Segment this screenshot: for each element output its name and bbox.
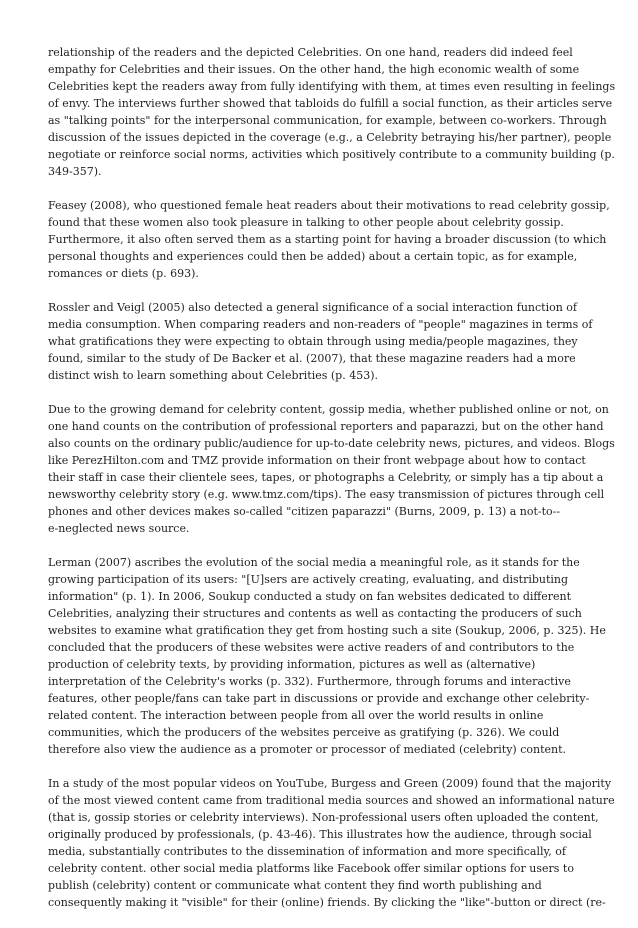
- text-line: what gratifications they were expecting to obtain through using media/people magazines, they: [48, 335, 578, 348]
- text-line: Due to the growing demand for celebrity content, gossip media, whether published online or not, on: [48, 403, 609, 416]
- text-line: In a study of the most popular videos on YouTube, Burgess and Green (2009) found that the majority: [48, 777, 612, 790]
- text-line: information" (p. 1). In 2006, Soukup conducted a study on fan websites dedicated to different: [48, 590, 571, 603]
- body-text: [48, 44, 616, 928]
- text-line: Rossler and Veigl (2005) also detected a general significance of a social interaction function of: [48, 301, 577, 314]
- paragraph: [48, 299, 593, 384]
- text-line: 349-357).: [48, 165, 102, 178]
- text-line: found, similar to the study of De Backer et al. (2007), that these magazine readers had a more: [48, 352, 576, 365]
- text-line: related content. The interaction between people from all over the world results in online: [48, 709, 544, 722]
- text-line: media, substantially contributes to the dissemination of information and more specifically, of: [48, 845, 566, 858]
- text-line: therefore also view the audience as a promoter or processor of mediated (celebrity) content.: [48, 743, 567, 756]
- text-line: personal thoughts and experiences could then be added) about a certain topic, as for example,: [48, 250, 578, 263]
- paragraph: [48, 401, 615, 537]
- text-line: also counts on the ordinary public/audience for up-to-date celebrity news, pictures, and videos. Blogs: [48, 437, 615, 450]
- text-line: their staff in case their clientele sees, tapes, or photographs a Celebrity, or simply has a tip about a: [48, 471, 604, 484]
- text-line: (that is, gossip stories or celebrity interviews). Non-professional users often uploaded the content,: [48, 811, 599, 824]
- text-line: websites to examine what gratification they get from hosting such a site (Soukup, 2006, p. 325). He: [48, 624, 606, 637]
- text-line: Feasey (2008), who questioned female heat readers about their motivations to read celebrity gossip,: [48, 199, 610, 212]
- text-line: concluded that the producers of these websites were active readers of and contributors to the: [48, 641, 575, 654]
- paragraph: [48, 44, 616, 180]
- text-line: of the most viewed content came from traditional media sources and showed an informational nature: [48, 794, 615, 807]
- text-line: celebrity content. other social media platforms like Facebook offer similar options for users to: [48, 862, 574, 875]
- text-line: relationship of the readers and the depicted Celebrities. On one hand, readers did indeed feel: [48, 46, 573, 59]
- text-line: communities, which the producers of the websites perceive as gratifying (p. 326). We could: [48, 726, 560, 739]
- text-line: one hand counts on the contribution of professional reporters and paparazzi, but on the other hand: [48, 420, 604, 433]
- text-line: romances or diets (p. 693).: [48, 267, 199, 280]
- text-line: interpretation of the Celebrity's works (p. 332). Furthermore, through forums and interactive: [48, 675, 571, 688]
- text-line: Celebrities kept the readers away from fully identifying with them, at times even resulting in feelings: [48, 80, 616, 93]
- text-line: found that these women also took pleasure in talking to other people about celebrity gossip.: [48, 216, 564, 229]
- text-line: Celebrities, analyzing their structures and contents as well as contacting the producers of such: [48, 607, 582, 620]
- text-line: phones and other devices makes so-called "citizen paparazzi" (Burns, 2009, p. 13) a not-to--: [48, 505, 561, 518]
- text-line: Lerman (2007) ascribes the evolution of the social media a meaningful role, as it stands for the: [48, 556, 580, 569]
- text-line: Furthermore, it also often served them as a starting point for having a broader discussion (to which: [48, 233, 607, 246]
- text-line: of envy. The interviews further showed that tabloids do fulfill a social function, as their articles serve: [48, 97, 613, 110]
- text-line: negotiate or reinforce social norms, activities which positively contribute to a community building (p.: [48, 148, 615, 161]
- text-line: discussion of the issues depicted in the coverage (e.g., a Celebrity betraying his/her partner), people: [48, 131, 612, 144]
- paragraph: [48, 775, 615, 911]
- paragraph: [48, 554, 606, 758]
- text-line: growing participation of its users: "[U]sers are actively creating, evaluating, and distributing: [48, 573, 569, 586]
- text-line: media consumption. When comparing readers and non-readers of "people" magazines in terms of: [48, 318, 593, 331]
- paragraph: [48, 197, 610, 282]
- text-line: newsworthy celebrity story (e.g. www.tmz.com/tips). The easy transmission of pictures through cell: [48, 488, 605, 501]
- text-line: empathy for Celebrities and their issues. On the other hand, the high economic wealth of some: [48, 63, 580, 76]
- text-line: publish (celebrity) content or communicate what content they find worth publishing and: [48, 879, 542, 892]
- text-line: like PerezHilton.com and TMZ provide information on their front webpage about how to contact: [48, 454, 586, 467]
- text-line: distinct wish to learn something about Celebrities (p. 453).: [48, 369, 378, 382]
- text-line: consequently making it "visible" for their (online) friends. By clicking the "like"-button or direct (re-: [48, 896, 606, 909]
- text-line: as "talking points" for the interpersonal communication, for example, between co-workers. Through: [48, 114, 607, 127]
- text-line: production of celebrity texts, by providing information, pictures as well as (alternative): [48, 658, 536, 671]
- text-line: originally produced by professionals, (p. 43-46). This illustrates how the audience, through social: [48, 828, 592, 841]
- text-line: e-neglected news source.: [48, 522, 190, 535]
- text-line: features, other people/fans can take part in discussions or provide and exchange other celebrity-: [48, 692, 590, 705]
